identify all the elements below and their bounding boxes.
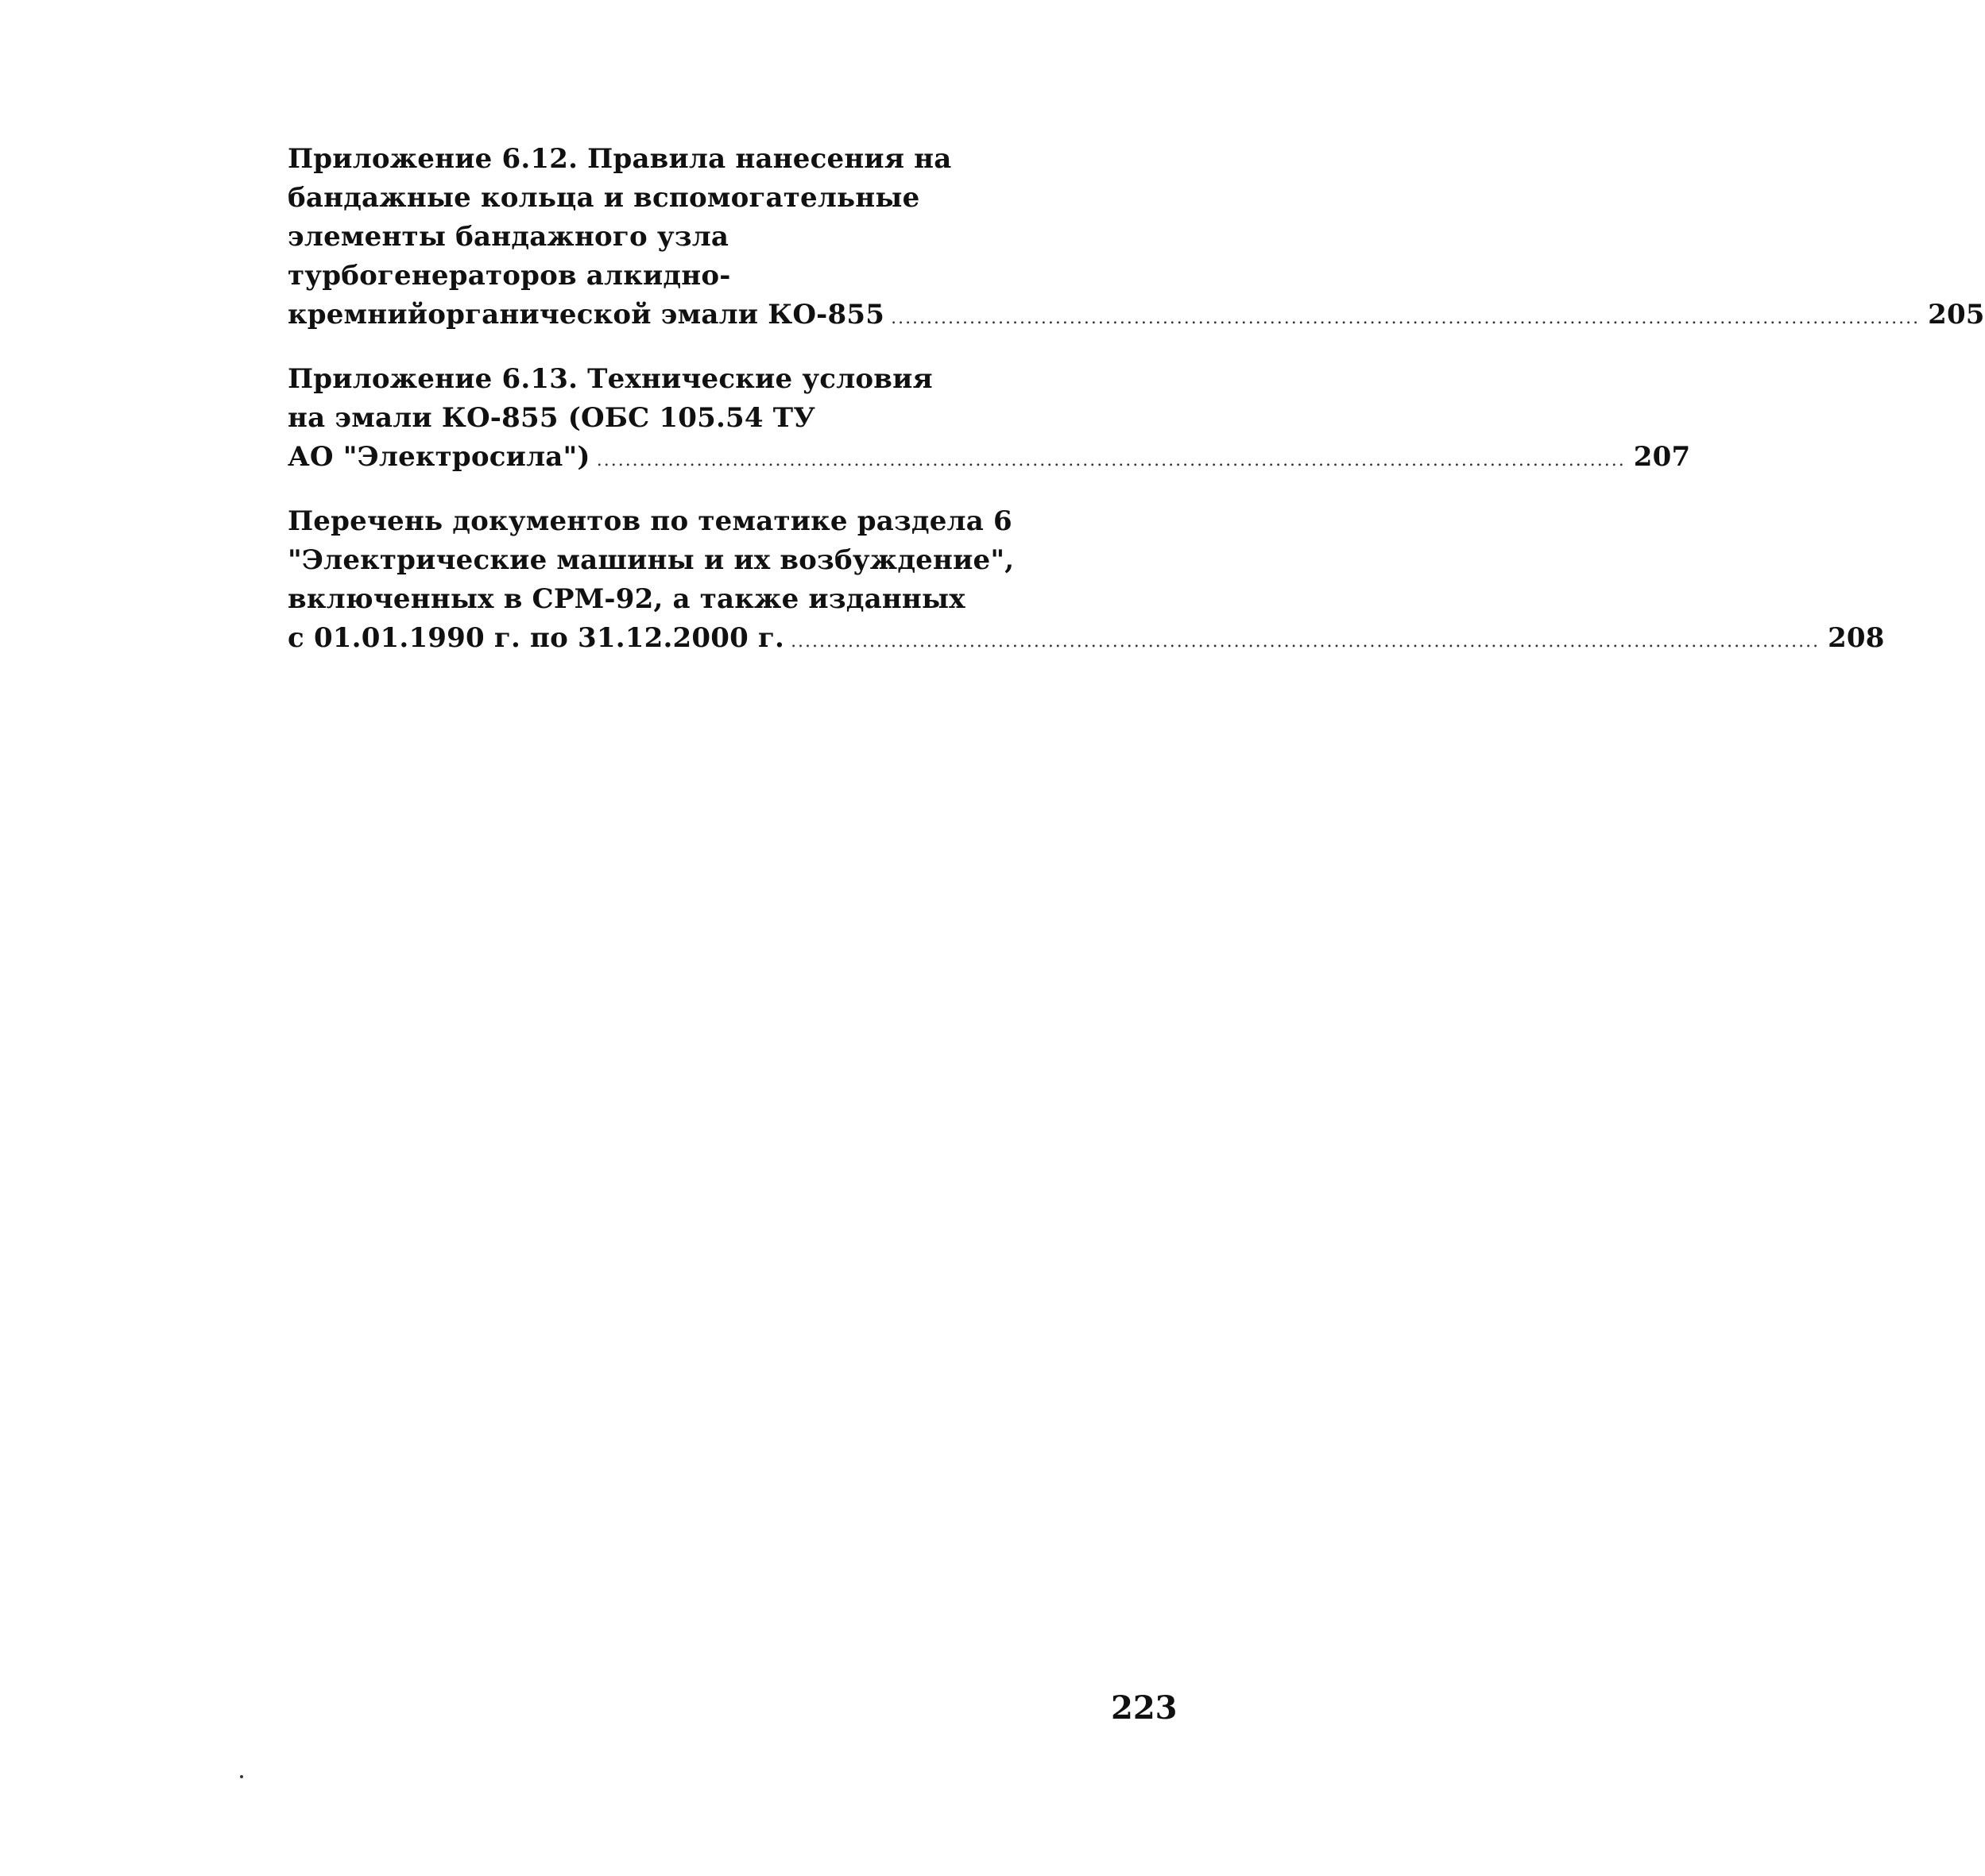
table-of-contents: [288, 140, 1985, 683]
toc-entry-title-line: Приложение 6.12. Правила нанесения на: [288, 143, 952, 175]
toc-entry-title-line: турбогенераторов алкидно-: [288, 260, 731, 292]
toc-entry-title-line: Перечень документов по тематике раздела 6: [288, 505, 1012, 537]
toc-entry-title-line: "Электрические машины и их возбуждение",: [288, 544, 1015, 576]
toc-page-reference: 207: [1633, 441, 1691, 473]
page-number: 223: [1111, 1689, 1178, 1727]
toc-entry-title-line: на эмали КО-855 (ОБС 105.54 ТУ: [288, 402, 816, 434]
toc-entry-title-line: кремнийорганической эмали КО-855: [288, 299, 885, 331]
dot-leader: ................................................................................................................................................: [791, 632, 1821, 652]
toc-entry-document-list[interactable]: [288, 502, 1885, 661]
toc-entry-title-line: элементы бандажного узла: [288, 221, 729, 253]
toc-entry-last-line: [288, 619, 1885, 661]
scan-speck: [240, 1775, 243, 1778]
toc-entry-title-line: Приложение 6.13. Технические условия: [288, 363, 933, 395]
toc-entry-appendix-6-12[interactable]: [288, 140, 1985, 338]
dot-leader: ................................................................................................................................................: [596, 451, 1626, 470]
toc-entry-title-line: бандажные кольца и вспомогательные: [288, 182, 920, 214]
toc-page-reference: 205: [1928, 299, 1985, 331]
toc-entry-appendix-6-13[interactable]: [288, 360, 1691, 480]
dot-leader: ................................................................................................................................................: [891, 308, 1921, 328]
toc-entry-last-line: [288, 438, 1691, 480]
toc-entry-title-line: АО "Электросила"): [288, 441, 590, 473]
toc-entry-title-line: с 01.01.1990 г. по 31.12.2000 г.: [288, 622, 785, 654]
toc-page-reference: 208: [1828, 622, 1885, 654]
toc-entry-last-line: [288, 296, 1985, 338]
toc-entry-title-line: включенных в СРМ-92, а также изданных: [288, 583, 965, 615]
